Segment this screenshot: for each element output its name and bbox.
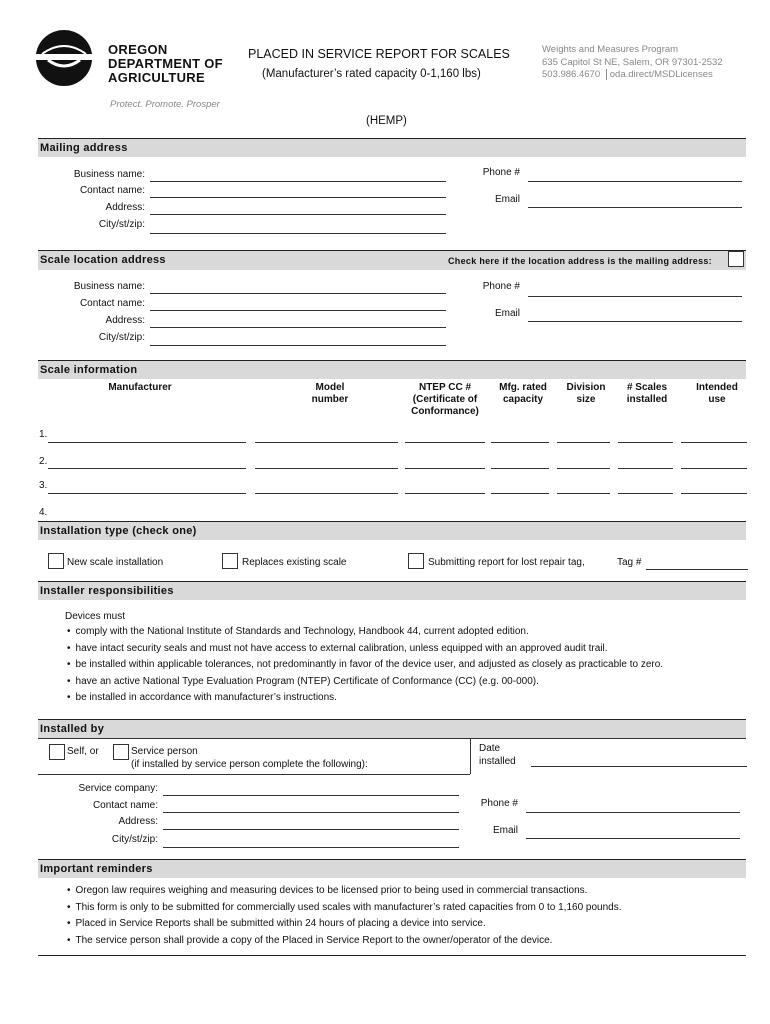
row1-model[interactable]	[255, 442, 398, 443]
installation-type-header: Installation type (check one)	[38, 521, 746, 540]
mailing-city-field[interactable]	[150, 233, 446, 234]
lost-repair-tag-checkbox[interactable]	[408, 553, 424, 569]
row3-use[interactable]	[681, 493, 747, 494]
date-divider	[470, 738, 471, 774]
col-rated-capacity: Mfg. rated capacity	[499, 382, 547, 405]
row1-ntep[interactable]	[405, 442, 485, 443]
row1-manufacturer[interactable]	[48, 442, 246, 443]
row1-division[interactable]	[557, 442, 610, 443]
col-manufacturer: Manufacturer	[108, 382, 172, 393]
responsibility-item: • have intact security seals and must not have access to external calibration, unless equipped with an approved audit trail.	[67, 643, 608, 654]
mailing-email-field[interactable]	[528, 207, 742, 208]
hemp-label: (HEMP)	[366, 115, 407, 127]
row2-capacity[interactable]	[491, 468, 549, 469]
service-person-checkbox[interactable]	[113, 744, 129, 760]
oda-logo-icon	[32, 26, 96, 90]
location-address-field[interactable]	[150, 327, 446, 328]
row2-ntep[interactable]	[405, 468, 485, 469]
row3-scales[interactable]	[618, 493, 673, 494]
row2-scales[interactable]	[618, 468, 673, 469]
reminder-item: • This form is only to be submitted for commercially used scales with manufacturer’s rated capacities from 0 to 1,160 pounds.	[67, 902, 622, 913]
website-link[interactable]: oda.direct/MSDLicenses	[609, 69, 713, 80]
mailing-phone-field[interactable]	[528, 181, 742, 182]
row3-manufacturer[interactable]	[48, 493, 246, 494]
mailing-business-field[interactable]	[150, 181, 446, 182]
program-info: Weights and Measures Program 635 Capitol St NE, Salem, OR 97301-2532 503.986.4670 oda.direct/MSDLicenses	[542, 44, 723, 80]
row3-division[interactable]	[557, 493, 610, 494]
responsibility-item: • be installed within applicable tolerances, not predominantly in favor of the device user, and adjusted as closely as practicable to zero.	[67, 659, 663, 670]
scale-information-header: Scale information	[38, 360, 746, 379]
col-model: Model number	[311, 382, 349, 405]
important-reminders-header: Important reminders	[38, 859, 746, 878]
col-intended-use: Intended use	[696, 382, 738, 405]
service-email-field[interactable]	[526, 838, 740, 839]
location-phone-field[interactable]	[528, 296, 742, 297]
row1-capacity[interactable]	[491, 442, 549, 443]
mailing-contact-field[interactable]	[150, 197, 446, 198]
replaces-existing-checkbox[interactable]	[222, 553, 238, 569]
row1-scales[interactable]	[618, 442, 673, 443]
row3-ntep[interactable]	[405, 493, 485, 494]
service-phone-field[interactable]	[526, 812, 740, 813]
footer-rule	[38, 955, 746, 956]
installed-by-header: Installed by	[38, 719, 746, 738]
location-email-field[interactable]	[528, 321, 742, 322]
col-ntep: NTEP CC # (Certificate of Conformance)	[411, 382, 479, 417]
new-installation-checkbox[interactable]	[48, 553, 64, 569]
self-checkbox[interactable]	[49, 744, 65, 760]
responsibility-item: • have an active National Type Evaluation Program (NTEP) Certificate of Conformance (CC) (e.g. 00-000).	[67, 676, 539, 687]
form-subtitle: (Manufacturer’s rated capacity 0-1,160 lbs)	[262, 68, 481, 80]
row2-manufacturer[interactable]	[48, 468, 246, 469]
row2-division[interactable]	[557, 468, 610, 469]
mailing-address-field[interactable]	[150, 214, 446, 215]
service-company-field[interactable]	[163, 795, 459, 796]
org-name: OREGON DEPARTMENT OF AGRICULTURE	[108, 42, 223, 85]
location-business-field[interactable]	[150, 293, 446, 294]
service-city-field[interactable]	[163, 847, 459, 848]
responsibility-item: • be installed in accordance with manufacturer’s instructions.	[67, 692, 337, 703]
responsibility-item: • comply with the National Institute of Standards and Technology, Handbook 44, current adopted edition.	[67, 626, 529, 637]
row2-model[interactable]	[255, 468, 398, 469]
form-title: PLACED IN SERVICE REPORT FOR SCALES	[248, 47, 510, 61]
row3-capacity[interactable]	[491, 493, 549, 494]
installer-responsibilities-header: Installer responsibilities	[38, 581, 746, 600]
same-as-mailing-checkbox[interactable]	[728, 251, 744, 267]
reminder-item: • The service person shall provide a copy of the Placed in Service Report to the owner/operator of the device.	[67, 935, 552, 946]
service-contact-field[interactable]	[163, 812, 459, 813]
service-divider	[38, 774, 470, 775]
installed-by-divider	[38, 738, 746, 739]
tag-number-field[interactable]	[646, 569, 748, 570]
reminder-item: • Oregon law requires weighing and measuring devices to be licensed prior to being used in commercial transactions.	[67, 885, 587, 896]
location-contact-field[interactable]	[150, 310, 446, 311]
row2-use[interactable]	[681, 468, 747, 469]
col-scales-installed: # Scales installed	[626, 382, 668, 405]
row3-model[interactable]	[255, 493, 398, 494]
service-address-field[interactable]	[163, 829, 459, 830]
location-city-field[interactable]	[150, 345, 446, 346]
date-installed-field[interactable]	[531, 766, 747, 767]
mailing-address-header: Mailing address	[38, 138, 746, 157]
tagline: Protect. Promote. Prosper	[110, 99, 220, 110]
col-division-size: Division size	[566, 382, 606, 405]
row1-use[interactable]	[681, 442, 747, 443]
reminder-item: • Placed in Service Reports shall be submitted within 24 hours of placing a device into service.	[67, 918, 486, 929]
scale-location-header: Scale location address Check here if the location address is the mailing address:	[38, 250, 746, 270]
